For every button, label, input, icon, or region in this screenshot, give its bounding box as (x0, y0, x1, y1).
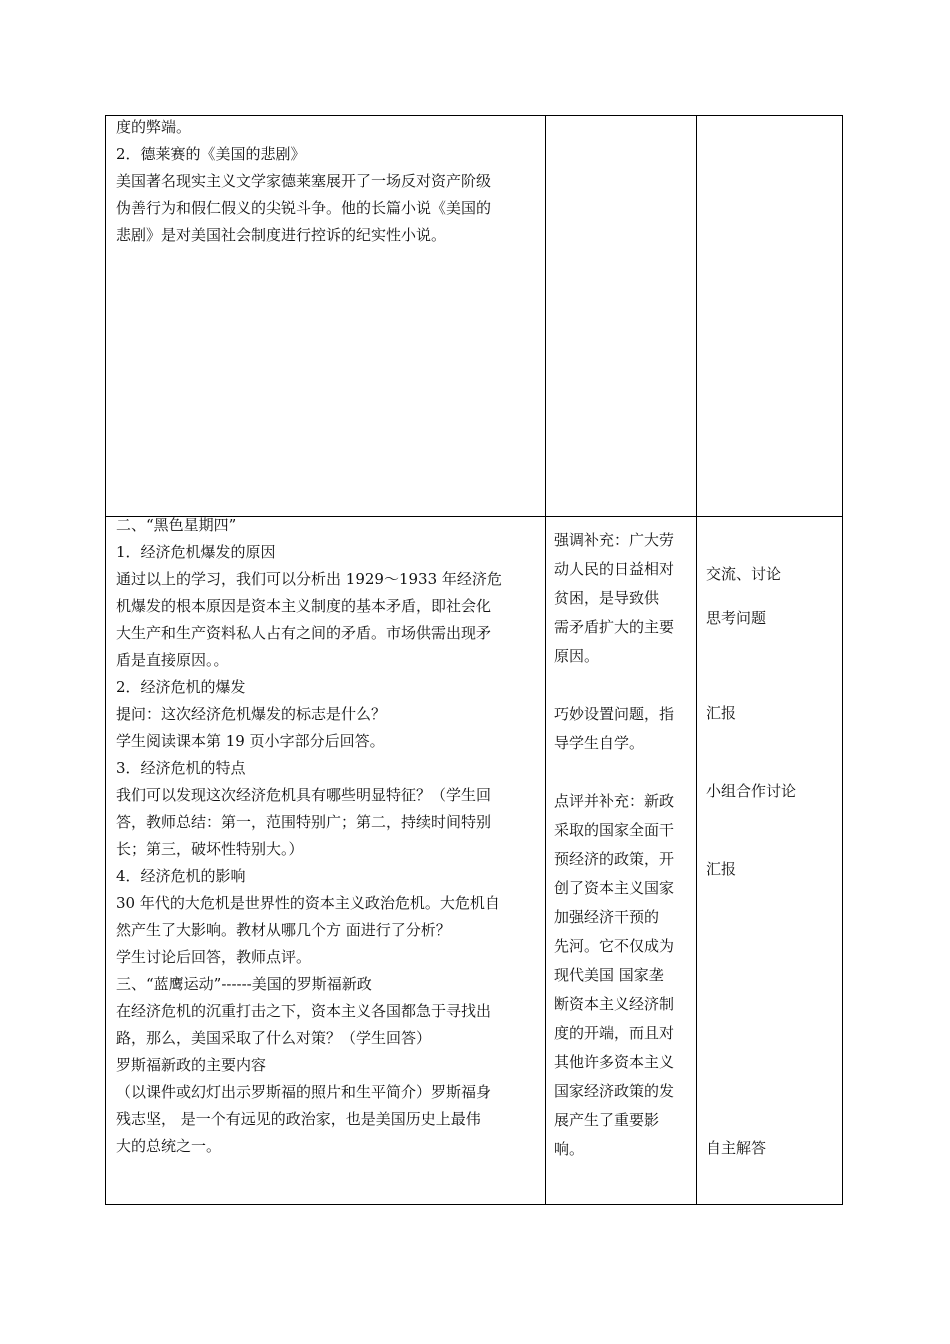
text-line: 盾是直接原因。。 (116, 651, 229, 669)
text-line: 罗斯福新政的主要内容 (116, 1056, 267, 1074)
spacer-line (554, 758, 694, 787)
text-line: 路，那么，美国采取了什么对策？（学生回答） (116, 1029, 432, 1047)
text-line: 巧妙设置问题，指 (554, 705, 675, 723)
text-line: 原因。 (554, 647, 600, 665)
text-line: 然产生了大影响。教材从哪几个方 面进行了分析？ (116, 921, 451, 939)
text-line: 其他许多资本主义 (554, 1053, 675, 1071)
row1-lesson-content (116, 114, 536, 249)
text-line: 采取的国家全面干 (554, 821, 675, 839)
text-line: 4．经济危机的影响 (116, 867, 246, 885)
text-line: 展产生了重要影 (554, 1111, 660, 1129)
text-line: 学生讨论后回答，教师点评。 (116, 948, 312, 966)
text-line: 学生阅读课本第 19 页小字部分后回答。 (116, 732, 385, 750)
text-line: 长；第三，破坏性特别大。） (116, 840, 304, 858)
student-activity: 思考问题 (706, 609, 767, 627)
text-line: 导学生自学。 (554, 734, 645, 752)
section-heading: 二、“黑色星期四” (116, 516, 237, 534)
text-line: （以课件或幻灯出示罗斯福的照片和生平简介）罗斯福身 (116, 1083, 492, 1101)
student-activity: 交流、讨论 (706, 565, 782, 583)
text-line: 响。 (554, 1140, 585, 1158)
text-line: 残志坚， 是一个有远见的政治家，也是美国历史上最伟 (116, 1110, 481, 1128)
text-line: 伪善行为和假仁假义的尖锐斗争。他的长篇小说《美国的 (116, 199, 492, 217)
text-line: 度的开端，而且对 (554, 1024, 675, 1042)
row2-lesson-content (116, 512, 536, 1160)
text-line: 先河。它不仅成为 (554, 937, 675, 955)
text-line: 动人民的日益相对 (554, 560, 675, 578)
student-activity: 自主解答 (706, 1139, 767, 1157)
text-line: 需矛盾扩大的主要 (554, 618, 675, 636)
text-line: 点评并补充：新政 (554, 792, 675, 810)
text-line: 2．经济危机的爆发 (116, 678, 246, 696)
text-line: 30 年代的大危机是世界性的资本主义政治危机。大危机自 (116, 894, 500, 912)
text-line: 1．经济危机爆发的原因 (116, 543, 276, 561)
lesson-plan-table (105, 115, 843, 1205)
text-line: 现代美国 国家垄 (554, 966, 664, 984)
text-line: 大的总统之一。 (116, 1137, 222, 1155)
text-line: 加强经济干预的 (554, 908, 660, 926)
row2-teacher-notes (554, 526, 694, 1164)
text-line: 答，教师总结：第一，范围特别广；第二，持续时间特别 (116, 813, 492, 831)
text-line: 度的弊端。 (116, 118, 192, 136)
text-line: 强调补充：广大劳 (554, 531, 675, 549)
text-line: 我们可以发现这次经济危机具有哪些明显特征？（学生回 (116, 786, 492, 804)
text-line: 美国著名现实主义文学家德莱塞展开了一场反对资产阶级 (116, 172, 492, 190)
text-line: 断资本主义经济制 (554, 995, 675, 1013)
column-divider-1 (545, 116, 546, 1204)
section-heading: 三、“蓝鹰运动”------美国的罗斯福新政 (116, 975, 372, 993)
student-activity: 小组合作讨论 (706, 782, 797, 800)
text-line: 贫困，是导致供 (554, 589, 660, 607)
row2-student-activities (706, 516, 836, 1196)
text-line: 提问：这次经济危机爆发的标志是什么？ (116, 705, 387, 723)
text-line: 国家经济政策的发 (554, 1082, 675, 1100)
column-divider-2 (696, 116, 697, 1204)
text-line: 预经济的政策，开 (554, 850, 675, 868)
student-activity: 汇报 (706, 704, 737, 722)
text-line: 机爆发的根本原因是资本主义制度的基本矛盾，即社会化 (116, 597, 492, 615)
spacer-line (554, 671, 694, 700)
student-activity: 汇报 (706, 860, 737, 878)
text-line: 悲剧》是对美国社会制度进行控诉的纪实性小说。 (116, 226, 447, 244)
text-line: 创了资本主义国家 (554, 879, 675, 897)
text-line: 大生产和生产资料私人占有之间的矛盾。市场供需出现矛 (116, 624, 492, 642)
text-line: 在经济危机的沉重打击之下，资本主义各国都急于寻找出 (116, 1002, 492, 1020)
text-line: 2．德莱赛的《美国的悲剧》 (116, 145, 306, 163)
text-line: 3．经济危机的特点 (116, 759, 246, 777)
text-line: 通过以上的学习，我们可以分析出 1929～1933 年经济危 (116, 570, 502, 588)
